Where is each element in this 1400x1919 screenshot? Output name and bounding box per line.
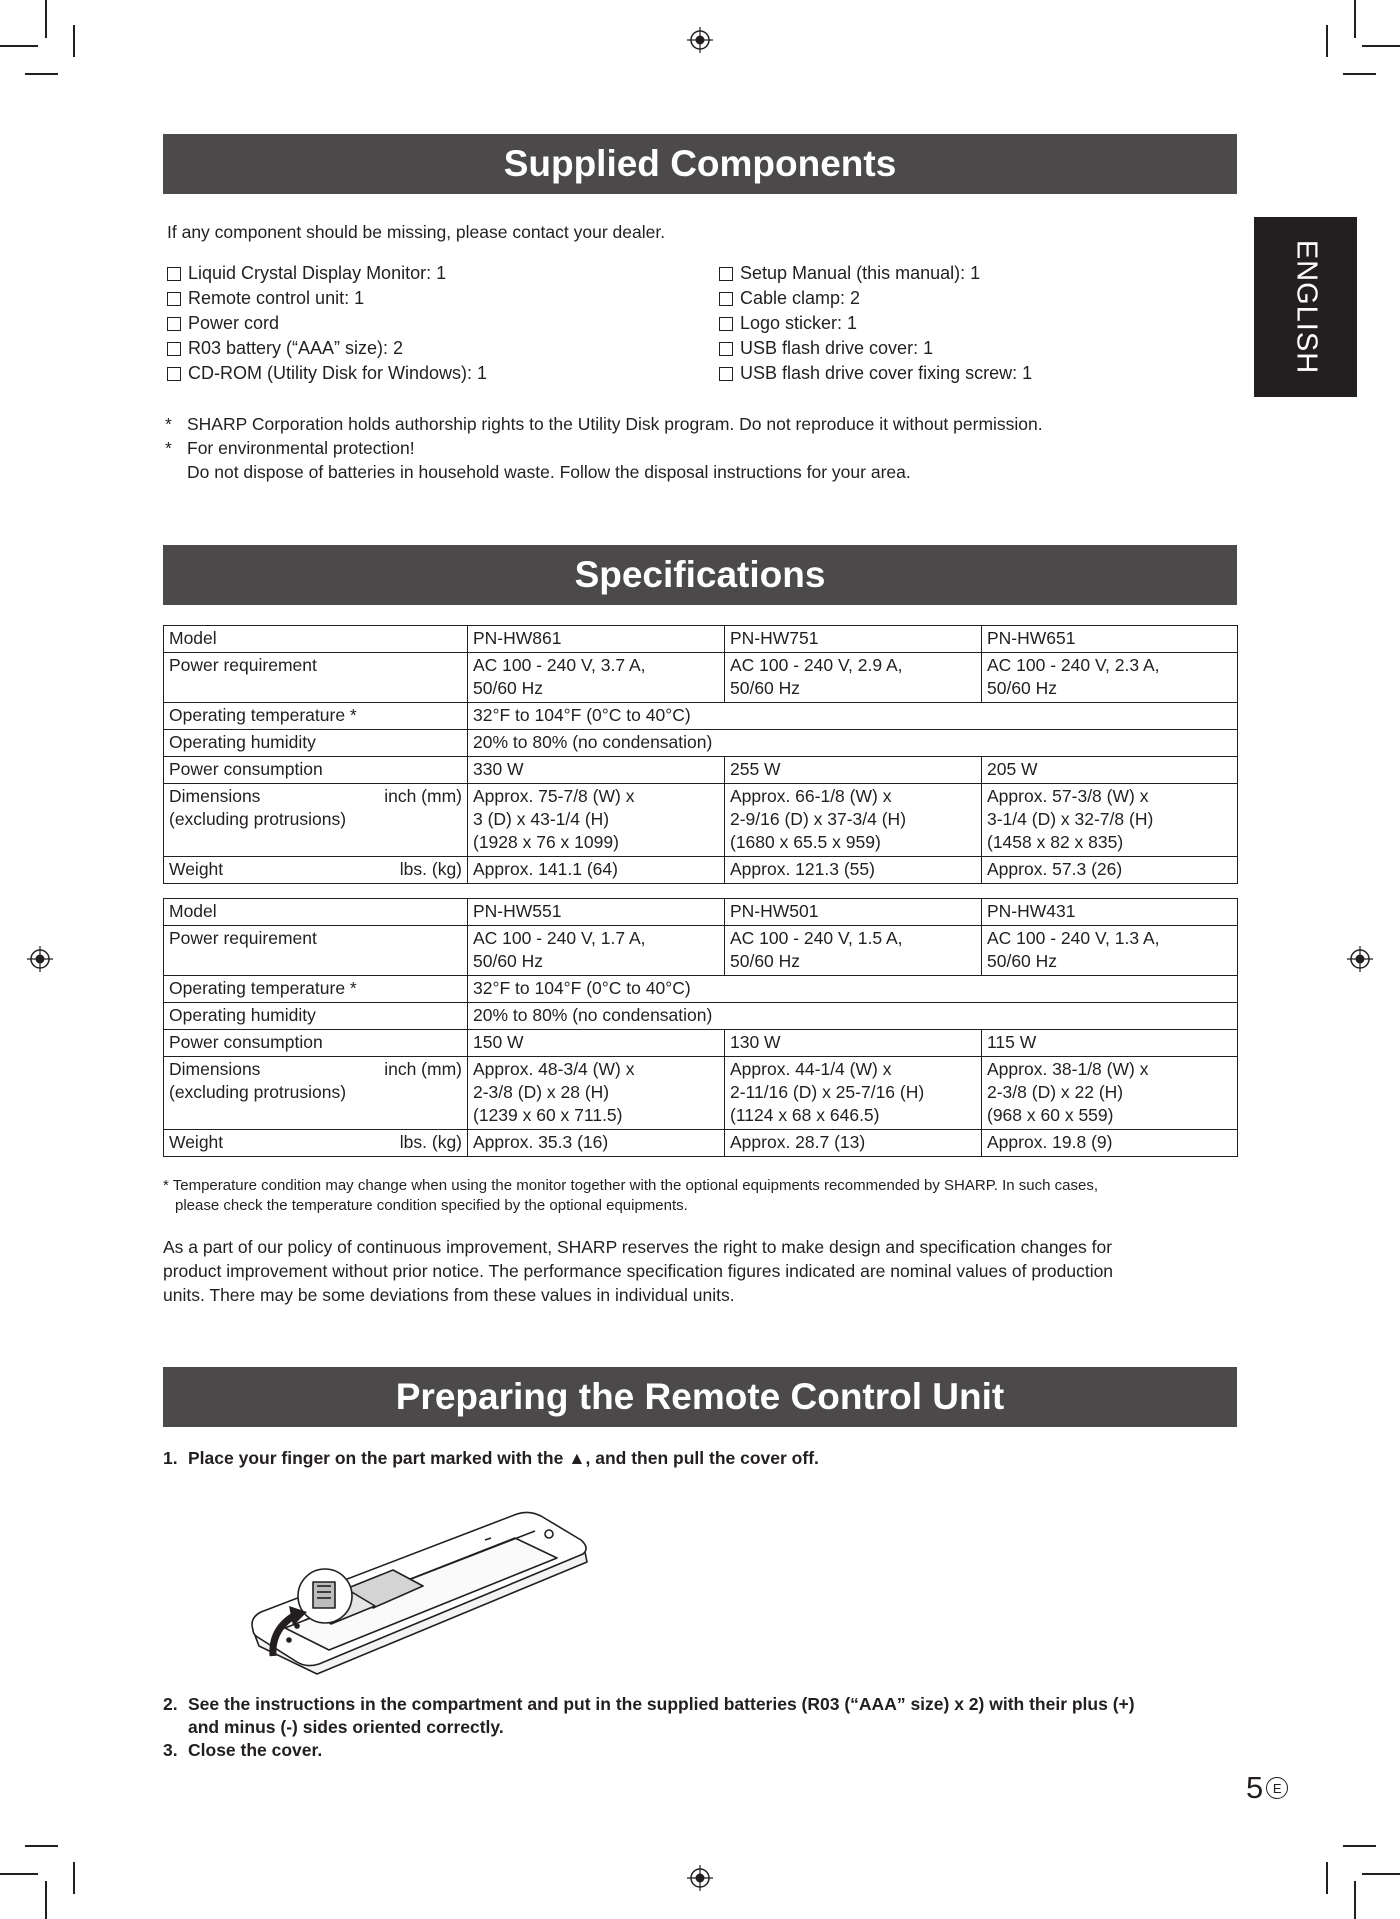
table-cell: 255 W (725, 757, 982, 784)
registration-mark-icon (1347, 946, 1373, 972)
checkbox-icon (167, 292, 181, 306)
table-cell: 32°F to 104°F (0°C to 40°C) (468, 703, 1238, 730)
page-number: 5 E (1246, 1770, 1288, 1806)
table-cell: Approx. 38-1/8 (W) x 2-3/8 (D) x 22 (H) (968 x 60 x 559) (982, 1057, 1238, 1130)
checkbox-icon (719, 267, 733, 281)
table-cell: Weight lbs. (kg) (164, 857, 468, 884)
list-item: Power cord (167, 311, 487, 336)
table-cell: Operating temperature * (164, 703, 468, 730)
specifications-title: Specifications (163, 545, 1237, 605)
table-cell: PN-HW551 (468, 899, 725, 926)
table-cell: Operating humidity (164, 730, 468, 757)
table-row (164, 703, 1238, 730)
table-cell: AC 100 - 240 V, 1.3 A, 50/60 Hz (982, 926, 1238, 976)
table-cell: 20% to 80% (no condensation) (468, 1003, 1238, 1030)
table-cell: Power requirement (164, 653, 468, 703)
table-row (164, 899, 1238, 926)
table-cell: PN-HW431 (982, 899, 1238, 926)
table-cell: 130 W (725, 1030, 982, 1057)
components-list-right (719, 261, 1032, 386)
table-cell: Weight lbs. (kg) (164, 1130, 468, 1157)
table-row (164, 976, 1238, 1003)
table-cell: Power consumption (164, 1030, 468, 1057)
table-cell: PN-HW861 (468, 626, 725, 653)
supplied-components-title: Supplied Components (163, 134, 1237, 194)
registration-mark-icon (27, 946, 53, 972)
table-cell: Approx. 75-7/8 (W) x 3 (D) x 43-1/4 (H) (1928 x 76 x 1099) (468, 784, 725, 857)
table-row (164, 926, 1238, 976)
table-cell: Approx. 19.8 (9) (982, 1130, 1238, 1157)
registration-mark-icon (687, 1865, 713, 1891)
page-suffix-badge: E (1266, 1777, 1288, 1799)
table-row (164, 757, 1238, 784)
table-cell: Dimensions inch (mm) (excluding protrusions) (164, 784, 468, 857)
language-tab: ENGLISH (1254, 217, 1357, 397)
table-cell: 20% to 80% (no condensation) (468, 730, 1238, 757)
table-cell: Model (164, 899, 468, 926)
spec-table-2 (163, 898, 1238, 1157)
table-cell: Operating humidity (164, 1003, 468, 1030)
list-item: USB flash drive cover: 1 (719, 336, 1032, 361)
table-cell: AC 100 - 240 V, 2.9 A, 50/60 Hz (725, 653, 982, 703)
table-row (164, 653, 1238, 703)
remote-control-illustration (245, 1478, 595, 1683)
checkbox-icon (167, 267, 181, 281)
table-cell: Approx. 121.3 (55) (725, 857, 982, 884)
table-row (164, 857, 1238, 884)
list-item: Cable clamp: 2 (719, 286, 1032, 311)
policy-paragraph: As a part of our policy of continuous improvement, SHARP reserves the right to make design and specification changes for product improvement without prior notice. The performance specification figures indicated are nominal values of production units. There may be some deviations from these values in individual units. (163, 1237, 1114, 1305)
table-cell: AC 100 - 240 V, 3.7 A, 50/60 Hz (468, 653, 725, 703)
table-cell: Approx. 141.1 (64) (468, 857, 725, 884)
list-item: R03 battery (“AAA” size): 2 (167, 336, 487, 361)
table-row (164, 1003, 1238, 1030)
temperature-footnote: * Temperature condition may change when using the monitor together with the optional equipments recommended by SHARP. In such cases, please check the temperature condition specified by the optional equipments. (163, 1177, 1098, 1214)
table-cell: AC 100 - 240 V, 1.5 A, 50/60 Hz (725, 926, 982, 976)
checkbox-icon (719, 317, 733, 331)
table-cell: Operating temperature * (164, 976, 468, 1003)
components-list-left (167, 261, 487, 386)
table-cell: PN-HW751 (725, 626, 982, 653)
checkbox-icon (167, 367, 181, 381)
table-cell: Approx. 57-3/8 (W) x 3-1/4 (D) x 32-7/8 (H) (1458 x 82 x 835) (982, 784, 1238, 857)
table-row (164, 1057, 1238, 1130)
table-row (164, 626, 1238, 653)
list-item: Liquid Crystal Display Monitor: 1 (167, 261, 487, 286)
supplied-notes: * SHARP Corporation holds authorship rights to the Utility Disk program. Do not reproduce it without permission. * For environmental protection! Do not dispose of batteries in household waste. Follow the disposal instructions for your area. (165, 414, 1043, 482)
table-cell: 150 W (468, 1030, 725, 1057)
checkbox-icon (167, 317, 181, 331)
table-cell: Dimensions inch (mm) (excluding protrusions) (164, 1057, 468, 1130)
list-item: USB flash drive cover fixing screw: 1 (719, 361, 1032, 386)
supplied-intro: If any component should be missing, please contact your dealer. (167, 222, 666, 242)
spec-table-1 (163, 625, 1238, 884)
step-1: 1. Place your finger on the part marked with the ▲, and then pull the cover off. (163, 1448, 819, 1468)
table-cell: PN-HW651 (982, 626, 1238, 653)
table-cell: PN-HW501 (725, 899, 982, 926)
table-cell: Approx. 44-1/4 (W) x 2-11/16 (D) x 25-7/16 (H) (1124 x 68 x 646.5) (725, 1057, 982, 1130)
list-item: Remote control unit: 1 (167, 286, 487, 311)
table-cell: Model (164, 626, 468, 653)
table-cell: Approx. 57.3 (26) (982, 857, 1238, 884)
table-row (164, 784, 1238, 857)
checkbox-icon (719, 342, 733, 356)
step-3: 3. Close the cover. (163, 1740, 323, 1760)
table-cell: Power consumption (164, 757, 468, 784)
table-row (164, 1130, 1238, 1157)
remote-control-title: Preparing the Remote Control Unit (163, 1367, 1237, 1427)
table-cell: Power requirement (164, 926, 468, 976)
checkbox-icon (719, 292, 733, 306)
checkbox-icon (719, 367, 733, 381)
checkbox-icon (167, 342, 181, 356)
table-cell: AC 100 - 240 V, 2.3 A, 50/60 Hz (982, 653, 1238, 703)
table-cell: Approx. 48-3/4 (W) x 2-3/8 (D) x 28 (H) (1239 x 60 x 711.5) (468, 1057, 725, 1130)
list-item: Setup Manual (this manual): 1 (719, 261, 1032, 286)
step-2: 2. See the instructions in the compartment and put in the supplied batteries (R03 (“AAA” size) x 2) with their plus (+) and minus (-) sides oriented correctly. (163, 1694, 1135, 1737)
table-row (164, 1030, 1238, 1057)
list-item: Logo sticker: 1 (719, 311, 1032, 336)
table-row (164, 730, 1238, 757)
table-cell: 205 W (982, 757, 1238, 784)
table-cell: AC 100 - 240 V, 1.7 A, 50/60 Hz (468, 926, 725, 976)
table-cell: Approx. 35.3 (16) (468, 1130, 725, 1157)
table-cell: 32°F to 104°F (0°C to 40°C) (468, 976, 1238, 1003)
table-cell: 115 W (982, 1030, 1238, 1057)
table-cell: 330 W (468, 757, 725, 784)
registration-mark-icon (687, 27, 713, 53)
table-cell: Approx. 28.7 (13) (725, 1130, 982, 1157)
table-cell: Approx. 66-1/8 (W) x 2-9/16 (D) x 37-3/4 (H) (1680 x 65.5 x 959) (725, 784, 982, 857)
list-item: CD-ROM (Utility Disk for Windows): 1 (167, 361, 487, 386)
